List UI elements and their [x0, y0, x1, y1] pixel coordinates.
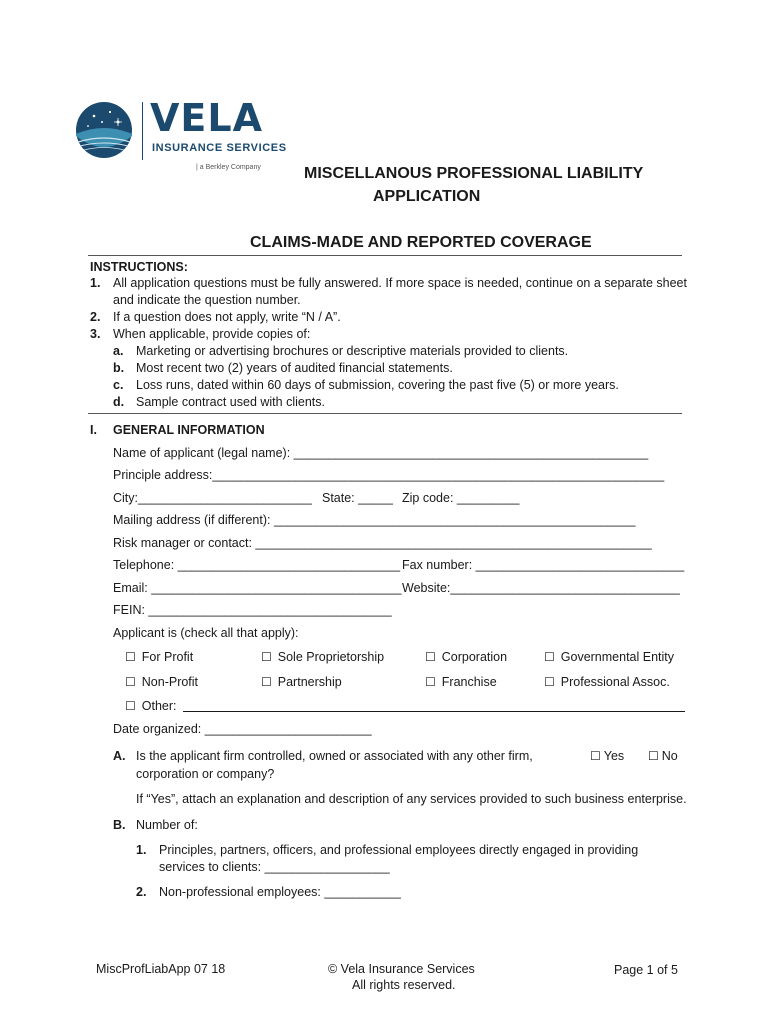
checkbox-franchise[interactable]: ☐ Franchise: [425, 675, 497, 689]
sub-instruction-text: Sample contract used with clients.: [136, 395, 325, 409]
checkbox-icon[interactable]: ☐: [261, 675, 272, 689]
sub-instruction-text: Loss runs, dated within 60 days of submission, covering the past five (5) or more years.: [136, 378, 619, 392]
checkbox-other[interactable]: ☐ Other:: [125, 699, 177, 713]
rights-line: All rights reserved.: [352, 978, 456, 992]
question-a-note: If “Yes”, attach an explanation and description of any services provided to such business enterprise.: [136, 792, 687, 806]
form-code: MiscProfLiabApp 07 18: [96, 962, 226, 976]
sub-instruction-letter: b.: [113, 361, 125, 375]
instruction-text: All application questions must be fully answered. If more space is needed, continue on a separate sheet: [113, 276, 687, 290]
document-title-line1: MISCELLANOUS PROFESSIONAL LIABILITY: [304, 165, 644, 182]
checkbox-icon[interactable]: ☐: [125, 675, 136, 689]
checkbox-icon[interactable]: ☐: [425, 650, 436, 664]
checkbox-icon[interactable]: ☐: [125, 699, 136, 713]
title-rule: [88, 255, 682, 256]
question-b-item-text: Principles, partners, officers, and professional employees directly engaged in providing: [159, 843, 639, 857]
section-heading: GENERAL INFORMATION: [113, 423, 265, 437]
instruction-text: and indicate the question number.: [113, 293, 301, 307]
website-field[interactable]: Website:_________________________________: [402, 581, 680, 595]
checkbox-icon[interactable]: ☐: [590, 749, 601, 763]
logo-divider: [142, 102, 143, 160]
fein-field[interactable]: FEIN: ___________________________________: [113, 603, 392, 617]
risk-manager-field[interactable]: Risk manager or contact: _________________________________________________________: [113, 536, 652, 550]
checkbox-icon[interactable]: ☐: [425, 675, 436, 689]
sub-instruction-letter: d.: [113, 395, 125, 409]
checkbox-no[interactable]: ☐ No: [648, 749, 678, 763]
checkbox-icon[interactable]: ☐: [261, 650, 272, 664]
coverage-title: CLAIMS-MADE AND REPORTED COVERAGE: [250, 234, 592, 251]
instructions-rule: [88, 413, 682, 414]
sub-instruction-letter: c.: [113, 378, 124, 392]
page-number: Page 1 of 5: [614, 963, 678, 977]
sub-instruction-letter: a.: [113, 344, 124, 358]
applicant-name-field[interactable]: Name of applicant (legal name): ___________________________________________________: [113, 446, 649, 460]
telephone-field[interactable]: Telephone: ________________________________: [113, 558, 401, 572]
checkbox-for-profit[interactable]: ☐ For Profit: [125, 650, 194, 664]
sub-instruction-text: Most recent two (2) years of audited financial statements.: [136, 361, 453, 375]
city-field[interactable]: City:_________________________: [113, 491, 312, 505]
checkbox-corporation[interactable]: ☐ Corporation: [425, 650, 508, 664]
question-b-item-field[interactable]: Non-professional employees: ___________: [159, 885, 401, 899]
checkbox-yes[interactable]: ☐ Yes: [590, 749, 625, 763]
fax-field[interactable]: Fax number: ______________________________: [402, 558, 685, 572]
state-field[interactable]: State: _____: [322, 491, 393, 505]
checkbox-partnership[interactable]: ☐ Partnership: [261, 675, 342, 689]
logo-tagline: | a Berkley Company: [196, 164, 261, 171]
checkbox-non-profit[interactable]: ☐ Non-Profit: [125, 675, 199, 689]
checkbox-icon[interactable]: ☐: [648, 749, 659, 763]
question-b-item-field[interactable]: services to clients: __________________: [159, 860, 390, 874]
question-b-letter: B.: [113, 818, 126, 832]
checkbox-governmental-entity[interactable]: ☐ Governmental Entity: [544, 650, 675, 664]
mailing-address-field[interactable]: Mailing address (if different): ____________________________________________________: [113, 513, 636, 527]
question-b-label: Number of:: [136, 818, 198, 832]
logo-subtitle: INSURANCE SERVICES: [152, 142, 287, 154]
question-a-text: Is the applicant firm controlled, owned or associated with any other firm,: [136, 749, 533, 763]
sub-instruction-text: Marketing or advertising brochures or descriptive materials provided to clients.: [136, 344, 569, 358]
instructions-heading: INSTRUCTIONS:: [90, 260, 188, 274]
document-title-line2: APPLICATION: [373, 188, 481, 205]
question-b-item-num: 2.: [136, 885, 147, 899]
applicant-type-label: Applicant is (check all that apply):: [113, 626, 299, 640]
principle-address-field[interactable]: Principle address:_________________________________________________________________: [113, 468, 665, 482]
date-organized-field[interactable]: Date organized: ________________________: [113, 722, 372, 736]
instruction-num: 3.: [90, 327, 101, 341]
logo-wordmark: VELA: [150, 96, 263, 140]
question-b-item-num: 1.: [136, 843, 147, 857]
question-a-letter: A.: [113, 749, 126, 763]
checkbox-icon[interactable]: ☐: [544, 650, 555, 664]
zip-field[interactable]: Zip code: _________: [402, 491, 520, 505]
copyright-line: © Vela Insurance Services: [328, 962, 475, 976]
checkbox-icon[interactable]: ☐: [544, 675, 555, 689]
instruction-text: If a question does not apply, write “N / A”.: [113, 310, 341, 324]
email-field[interactable]: Email: ____________________________________: [113, 581, 402, 595]
section-number: I.: [90, 423, 97, 437]
globe-logo-icon: [74, 100, 134, 160]
instruction-text: When applicable, provide copies of:: [113, 327, 311, 341]
company-logo: [74, 96, 287, 175]
checkbox-icon[interactable]: ☐: [125, 650, 136, 664]
checkbox-sole-proprietorship[interactable]: ☐ Sole Proprietorship: [261, 650, 385, 664]
other-input-line[interactable]: [183, 711, 685, 712]
instruction-num: 2.: [90, 310, 101, 324]
instruction-num: 1.: [90, 276, 101, 290]
checkbox-professional-assoc[interactable]: ☐ Professional Assoc.: [544, 675, 670, 689]
question-a-text: corporation or company?: [136, 767, 275, 781]
